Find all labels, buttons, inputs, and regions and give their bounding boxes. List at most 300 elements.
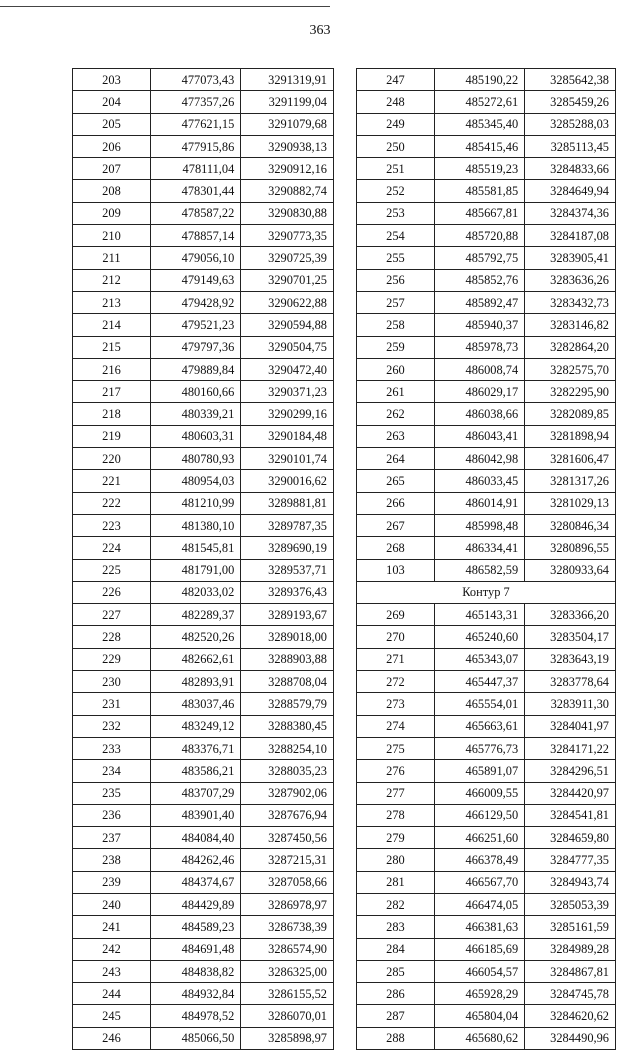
x-coordinate-cell: 466474,05	[434, 893, 524, 915]
point-number-cell: 215	[73, 336, 151, 358]
x-coordinate-cell: 480780,93	[150, 448, 240, 470]
point-number-cell: 257	[357, 291, 435, 313]
table-row	[73, 827, 334, 849]
y-coordinate-cell: 3286070,01	[241, 1005, 334, 1027]
y-coordinate-cell: 3289018,00	[241, 626, 334, 648]
x-coordinate-cell: 483249,12	[150, 715, 240, 737]
x-coordinate-cell: 484262,46	[150, 849, 240, 871]
x-coordinate-cell: 465240,60	[434, 626, 524, 648]
y-coordinate-cell: 3285459,26	[525, 91, 616, 113]
table-row	[357, 381, 616, 403]
x-coordinate-cell: 466567,70	[434, 871, 524, 893]
point-number-cell: 258	[357, 314, 435, 336]
y-coordinate-cell: 3284541,81	[525, 804, 616, 826]
point-number-cell: 260	[357, 358, 435, 380]
x-coordinate-cell: 477073,43	[150, 69, 240, 91]
point-number-cell: 271	[357, 648, 435, 670]
table-row	[357, 225, 616, 247]
table-row	[357, 938, 616, 960]
table-row	[357, 180, 616, 202]
table-row	[73, 425, 334, 447]
table-row	[73, 804, 334, 826]
x-coordinate-cell: 484374,67	[150, 871, 240, 893]
y-coordinate-cell: 3290622,88	[241, 291, 334, 313]
point-number-cell: 235	[73, 782, 151, 804]
x-coordinate-cell: 466054,57	[434, 960, 524, 982]
point-number-cell: 213	[73, 291, 151, 313]
y-coordinate-cell: 3289537,71	[241, 559, 334, 581]
y-coordinate-cell: 3288579,79	[241, 693, 334, 715]
point-number-cell: 243	[73, 960, 151, 982]
x-coordinate-cell: 485190,22	[434, 69, 524, 91]
y-coordinate-cell: 3286155,52	[241, 983, 334, 1005]
y-coordinate-cell: 3291319,91	[241, 69, 334, 91]
table-row	[73, 158, 334, 180]
coordinates-table-left	[72, 68, 334, 1050]
x-coordinate-cell: 486038,66	[434, 403, 524, 425]
y-coordinate-cell: 3281029,13	[525, 492, 616, 514]
point-number-cell: 268	[357, 537, 435, 559]
x-coordinate-cell: 485892,47	[434, 291, 524, 313]
x-coordinate-cell: 479889,84	[150, 358, 240, 380]
table-row	[73, 403, 334, 425]
point-number-cell: 204	[73, 91, 151, 113]
y-coordinate-cell: 3288708,04	[241, 671, 334, 693]
y-coordinate-cell: 3290938,13	[241, 135, 334, 157]
coordinates-table-right	[356, 68, 616, 1050]
y-coordinate-cell: 3284659,80	[525, 827, 616, 849]
y-coordinate-cell: 3287058,66	[241, 871, 334, 893]
x-coordinate-cell: 485581,85	[434, 180, 524, 202]
table-row	[73, 537, 334, 559]
x-coordinate-cell: 485415,46	[434, 135, 524, 157]
point-number-cell: 251	[357, 158, 435, 180]
y-coordinate-cell: 3289787,35	[241, 514, 334, 536]
point-number-cell: 276	[357, 760, 435, 782]
y-coordinate-cell: 3290882,74	[241, 180, 334, 202]
table-row	[73, 135, 334, 157]
table-row	[73, 559, 334, 581]
table-row	[357, 693, 616, 715]
point-number-cell: 234	[73, 760, 151, 782]
table-row	[357, 715, 616, 737]
y-coordinate-cell: 3280933,64	[525, 559, 616, 581]
x-coordinate-cell: 485792,75	[434, 247, 524, 269]
table-row	[73, 314, 334, 336]
y-coordinate-cell: 3284649,94	[525, 180, 616, 202]
point-number-cell: 206	[73, 135, 151, 157]
y-coordinate-cell: 3282089,85	[525, 403, 616, 425]
x-coordinate-cell: 484084,40	[150, 827, 240, 849]
x-coordinate-cell: 466381,63	[434, 916, 524, 938]
x-coordinate-cell: 481380,10	[150, 514, 240, 536]
table-row	[73, 1027, 334, 1049]
y-coordinate-cell: 3284833,66	[525, 158, 616, 180]
point-number-cell: 203	[73, 69, 151, 91]
y-coordinate-cell: 3289690,19	[241, 537, 334, 559]
y-coordinate-cell: 3288903,88	[241, 648, 334, 670]
y-coordinate-cell: 3284374,36	[525, 202, 616, 224]
table-row	[73, 225, 334, 247]
x-coordinate-cell: 466009,55	[434, 782, 524, 804]
x-coordinate-cell: 465804,04	[434, 1005, 524, 1027]
y-coordinate-cell: 3285161,59	[525, 916, 616, 938]
point-number-cell: 264	[357, 448, 435, 470]
y-coordinate-cell: 3285113,45	[525, 135, 616, 157]
x-coordinate-cell: 486008,74	[434, 358, 524, 380]
point-number-cell: 210	[73, 225, 151, 247]
y-coordinate-cell: 3287676,94	[241, 804, 334, 826]
table-row	[357, 671, 616, 693]
table-row	[357, 492, 616, 514]
table-row	[357, 269, 616, 291]
y-coordinate-cell: 3283905,41	[525, 247, 616, 269]
x-coordinate-cell: 477915,86	[150, 135, 240, 157]
x-coordinate-cell: 481791,00	[150, 559, 240, 581]
point-number-cell: 252	[357, 180, 435, 202]
table-row	[73, 849, 334, 871]
point-number-cell: 226	[73, 581, 151, 603]
table-row	[73, 671, 334, 693]
x-coordinate-cell: 480603,31	[150, 425, 240, 447]
x-coordinate-cell: 485720,88	[434, 225, 524, 247]
y-coordinate-cell: 3284420,97	[525, 782, 616, 804]
point-number-cell: 229	[73, 648, 151, 670]
point-number-cell: 262	[357, 403, 435, 425]
table-row	[73, 782, 334, 804]
table-row	[73, 916, 334, 938]
point-number-cell: 261	[357, 381, 435, 403]
table-row	[73, 938, 334, 960]
y-coordinate-cell: 3285898,97	[241, 1027, 334, 1049]
table-row	[357, 827, 616, 849]
table-row	[357, 604, 616, 626]
point-number-cell: 265	[357, 470, 435, 492]
x-coordinate-cell: 479797,36	[150, 336, 240, 358]
table-row	[73, 291, 334, 313]
table-row	[73, 960, 334, 982]
y-coordinate-cell: 3284777,35	[525, 849, 616, 871]
x-coordinate-cell: 485667,81	[434, 202, 524, 224]
x-coordinate-cell: 477621,15	[150, 113, 240, 135]
point-number-cell: 270	[357, 626, 435, 648]
x-coordinate-cell: 486029,17	[434, 381, 524, 403]
point-number-cell: 244	[73, 983, 151, 1005]
table-row	[357, 448, 616, 470]
y-coordinate-cell: 3289881,81	[241, 492, 334, 514]
table-row	[357, 559, 616, 581]
point-number-cell: 256	[357, 269, 435, 291]
point-number-cell: 282	[357, 893, 435, 915]
point-number-cell: 286	[357, 983, 435, 1005]
table-row	[73, 604, 334, 626]
point-number-cell: 222	[73, 492, 151, 514]
x-coordinate-cell: 482033,02	[150, 581, 240, 603]
table-row	[357, 916, 616, 938]
table-row	[357, 1027, 616, 1049]
y-coordinate-cell: 3282295,90	[525, 381, 616, 403]
table-row	[73, 470, 334, 492]
top-rule	[0, 6, 330, 7]
y-coordinate-cell: 3290594,88	[241, 314, 334, 336]
x-coordinate-cell: 465554,01	[434, 693, 524, 715]
table-row	[73, 69, 334, 91]
y-coordinate-cell: 3283643,19	[525, 648, 616, 670]
x-coordinate-cell: 483901,40	[150, 804, 240, 826]
x-coordinate-cell: 482520,26	[150, 626, 240, 648]
x-coordinate-cell: 482893,91	[150, 671, 240, 693]
point-number-cell: 280	[357, 849, 435, 871]
point-number-cell: 232	[73, 715, 151, 737]
x-coordinate-cell: 479149,63	[150, 269, 240, 291]
x-coordinate-cell: 465343,07	[434, 648, 524, 670]
point-number-cell: 236	[73, 804, 151, 826]
x-coordinate-cell: 466251,60	[434, 827, 524, 849]
point-number-cell: 228	[73, 626, 151, 648]
y-coordinate-cell: 3287902,06	[241, 782, 334, 804]
table-row	[357, 135, 616, 157]
table-row	[73, 492, 334, 514]
point-number-cell: 218	[73, 403, 151, 425]
y-coordinate-cell: 3290701,25	[241, 269, 334, 291]
x-coordinate-cell: 465891,07	[434, 760, 524, 782]
point-number-cell: 221	[73, 470, 151, 492]
table-row	[73, 180, 334, 202]
x-coordinate-cell: 478587,22	[150, 202, 240, 224]
x-coordinate-cell: 485272,61	[434, 91, 524, 113]
x-coordinate-cell: 478111,04	[150, 158, 240, 180]
y-coordinate-cell: 3291079,68	[241, 113, 334, 135]
point-number-cell: 287	[357, 1005, 435, 1027]
table-row	[73, 983, 334, 1005]
table-row	[357, 760, 616, 782]
point-number-cell: 263	[357, 425, 435, 447]
x-coordinate-cell: 485519,23	[434, 158, 524, 180]
point-number-cell: 220	[73, 448, 151, 470]
x-coordinate-cell: 484691,48	[150, 938, 240, 960]
point-number-cell: 272	[357, 671, 435, 693]
point-number-cell: 225	[73, 559, 151, 581]
page-number: 363	[309, 23, 331, 38]
point-number-cell: 245	[73, 1005, 151, 1027]
y-coordinate-cell: 3290912,16	[241, 158, 334, 180]
y-coordinate-cell: 3280896,55	[525, 537, 616, 559]
table-row	[73, 448, 334, 470]
x-coordinate-cell: 483376,71	[150, 737, 240, 759]
table-row	[357, 158, 616, 180]
y-coordinate-cell: 3284187,08	[525, 225, 616, 247]
x-coordinate-cell: 483037,46	[150, 693, 240, 715]
table-row	[73, 358, 334, 380]
point-number-cell: 231	[73, 693, 151, 715]
point-number-cell: 239	[73, 871, 151, 893]
point-number-cell: 247	[357, 69, 435, 91]
point-number-cell: 209	[73, 202, 151, 224]
point-number-cell: 219	[73, 425, 151, 447]
point-number-cell: 214	[73, 314, 151, 336]
x-coordinate-cell: 483707,29	[150, 782, 240, 804]
y-coordinate-cell: 3281606,47	[525, 448, 616, 470]
point-number-cell: 230	[73, 671, 151, 693]
y-coordinate-cell: 3281898,94	[525, 425, 616, 447]
section-label: Контур 7	[357, 581, 616, 603]
section-header-row	[357, 581, 616, 603]
point-number-cell: 269	[357, 604, 435, 626]
y-coordinate-cell: 3290504,75	[241, 336, 334, 358]
x-coordinate-cell: 479056,10	[150, 247, 240, 269]
point-number-cell: 274	[357, 715, 435, 737]
y-coordinate-cell: 3286574,90	[241, 938, 334, 960]
point-number-cell: 285	[357, 960, 435, 982]
point-number-cell: 249	[357, 113, 435, 135]
y-coordinate-cell: 3290773,35	[241, 225, 334, 247]
y-coordinate-cell: 3285288,03	[525, 113, 616, 135]
table-row	[73, 247, 334, 269]
table-row	[357, 871, 616, 893]
x-coordinate-cell: 484932,84	[150, 983, 240, 1005]
point-number-cell: 205	[73, 113, 151, 135]
table-row	[73, 1005, 334, 1027]
point-number-cell: 208	[73, 180, 151, 202]
x-coordinate-cell: 480160,66	[150, 381, 240, 403]
y-coordinate-cell: 3287450,56	[241, 827, 334, 849]
table-row	[357, 514, 616, 536]
x-coordinate-cell: 485345,40	[434, 113, 524, 135]
x-coordinate-cell: 483586,21	[150, 760, 240, 782]
table-row	[357, 626, 616, 648]
table-row	[357, 291, 616, 313]
table-row	[73, 514, 334, 536]
point-number-cell: 237	[73, 827, 151, 849]
point-number-cell: 224	[73, 537, 151, 559]
y-coordinate-cell: 3283636,26	[525, 269, 616, 291]
point-number-cell: 223	[73, 514, 151, 536]
y-coordinate-cell: 3284867,81	[525, 960, 616, 982]
point-number-cell: 281	[357, 871, 435, 893]
x-coordinate-cell: 486334,41	[434, 537, 524, 559]
point-number-cell: 267	[357, 514, 435, 536]
point-number-cell: 227	[73, 604, 151, 626]
point-number-cell: 279	[357, 827, 435, 849]
y-coordinate-cell: 3283778,64	[525, 671, 616, 693]
point-number-cell: 283	[357, 916, 435, 938]
table-row	[73, 581, 334, 603]
x-coordinate-cell: 485066,50	[150, 1027, 240, 1049]
y-coordinate-cell: 3290101,74	[241, 448, 334, 470]
y-coordinate-cell: 3283432,73	[525, 291, 616, 313]
y-coordinate-cell: 3290830,88	[241, 202, 334, 224]
table-row	[357, 336, 616, 358]
y-coordinate-cell: 3284490,96	[525, 1027, 616, 1049]
x-coordinate-cell: 465680,62	[434, 1027, 524, 1049]
point-number-cell: 103	[357, 559, 435, 581]
y-coordinate-cell: 3289376,43	[241, 581, 334, 603]
y-coordinate-cell: 3280846,34	[525, 514, 616, 536]
table-row	[357, 247, 616, 269]
y-coordinate-cell: 3283366,20	[525, 604, 616, 626]
x-coordinate-cell: 484589,23	[150, 916, 240, 938]
point-number-cell: 250	[357, 135, 435, 157]
point-number-cell: 241	[73, 916, 151, 938]
point-number-cell: 284	[357, 938, 435, 960]
point-number-cell: 259	[357, 336, 435, 358]
x-coordinate-cell: 486043,41	[434, 425, 524, 447]
x-coordinate-cell: 480954,03	[150, 470, 240, 492]
y-coordinate-cell: 3284620,62	[525, 1005, 616, 1027]
y-coordinate-cell: 3283146,82	[525, 314, 616, 336]
table-row	[357, 91, 616, 113]
y-coordinate-cell: 3288254,10	[241, 737, 334, 759]
table-row	[73, 113, 334, 135]
table-row	[357, 470, 616, 492]
table-row	[357, 1005, 616, 1027]
point-number-cell: 246	[73, 1027, 151, 1049]
x-coordinate-cell: 479521,23	[150, 314, 240, 336]
x-coordinate-cell: 485978,73	[434, 336, 524, 358]
x-coordinate-cell: 466378,49	[434, 849, 524, 871]
point-number-cell: 242	[73, 938, 151, 960]
y-coordinate-cell: 3287215,31	[241, 849, 334, 871]
y-coordinate-cell: 3285053,39	[525, 893, 616, 915]
x-coordinate-cell: 480339,21	[150, 403, 240, 425]
table-row	[357, 537, 616, 559]
table-row	[357, 782, 616, 804]
x-coordinate-cell: 486014,91	[434, 492, 524, 514]
x-coordinate-cell: 477357,26	[150, 91, 240, 113]
x-coordinate-cell: 482662,61	[150, 648, 240, 670]
y-coordinate-cell: 3283504,17	[525, 626, 616, 648]
y-coordinate-cell: 3290016,62	[241, 470, 334, 492]
x-coordinate-cell: 481545,81	[150, 537, 240, 559]
table-row	[357, 358, 616, 380]
y-coordinate-cell: 3286738,39	[241, 916, 334, 938]
table-row	[73, 336, 334, 358]
x-coordinate-cell: 465928,29	[434, 983, 524, 1005]
x-coordinate-cell: 465663,61	[434, 715, 524, 737]
x-coordinate-cell: 486582,59	[434, 559, 524, 581]
table-row	[73, 626, 334, 648]
point-number-cell: 255	[357, 247, 435, 269]
table-row	[357, 403, 616, 425]
table-row	[73, 91, 334, 113]
table-row	[73, 715, 334, 737]
y-coordinate-cell: 3285642,38	[525, 69, 616, 91]
point-number-cell: 277	[357, 782, 435, 804]
table-row	[357, 960, 616, 982]
y-coordinate-cell: 3291199,04	[241, 91, 334, 113]
y-coordinate-cell: 3290184,48	[241, 425, 334, 447]
y-coordinate-cell: 3284041,97	[525, 715, 616, 737]
point-number-cell: 211	[73, 247, 151, 269]
x-coordinate-cell: 479428,92	[150, 291, 240, 313]
table-row	[73, 381, 334, 403]
x-coordinate-cell: 478301,44	[150, 180, 240, 202]
x-coordinate-cell: 465143,31	[434, 604, 524, 626]
x-coordinate-cell: 485998,48	[434, 514, 524, 536]
table-row	[357, 804, 616, 826]
table-row	[357, 737, 616, 759]
point-number-cell: 238	[73, 849, 151, 871]
point-number-cell: 248	[357, 91, 435, 113]
point-number-cell: 288	[357, 1027, 435, 1049]
y-coordinate-cell: 3284745,78	[525, 983, 616, 1005]
x-coordinate-cell: 484838,82	[150, 960, 240, 982]
table-row	[357, 69, 616, 91]
x-coordinate-cell: 484978,52	[150, 1005, 240, 1027]
point-number-cell: 266	[357, 492, 435, 514]
y-coordinate-cell: 3288035,23	[241, 760, 334, 782]
point-number-cell: 240	[73, 893, 151, 915]
